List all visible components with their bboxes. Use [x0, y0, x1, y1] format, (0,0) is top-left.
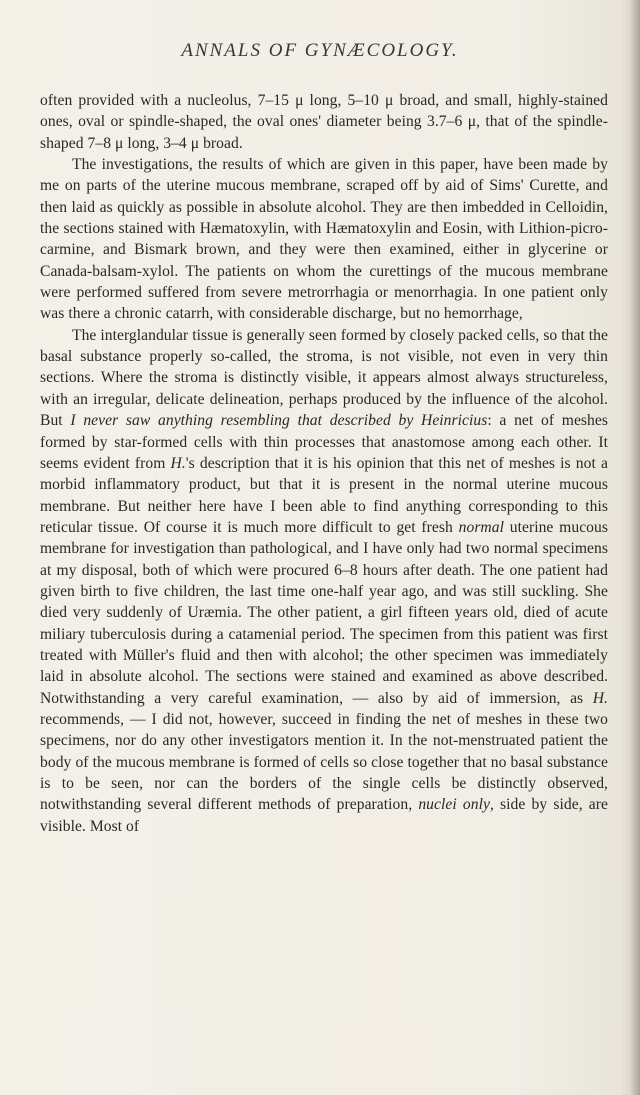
italic-run: H.	[170, 454, 186, 472]
text-run: : a net of meshes formed by star-formed cells with thin processes that anastomose among each other. It seems evident from	[40, 412, 608, 472]
text-run: The investigations, the results of which are given in this paper, have been made by me on parts of the uterine mucous membrane, scraped off by aid of Sims' Curette, and then laid as quickly as possible in absolute alcohol. They are then imbedded in Celloidin, the sections stained with Hæmatoxylin, with Hæmatoxylin and Eosin, with Lithion-picro-carmine, and Bismark brown, and they were then examined, either in glycerine or Canada-balsam-xylol. The patients on whom the curettings of the mucous membrane were performed suffered from severe metrorrhagia or menorrhagia. In one patient only was there a chronic catarrh, with considerable discharge, but no hemorrhage,	[40, 156, 608, 323]
italic-run: I never saw anything resembling that described by Heinricius	[70, 412, 488, 430]
page-edge-shadow	[630, 0, 640, 1095]
paragraph-1	[40, 90, 608, 154]
italic-run: nuclei only	[418, 796, 490, 814]
text-run: The interglandular tissue is generally seen formed by closely packed cells, so that the basal substance properly so-called, the stroma, is not visible, not even in very thin sections. Where the stroma is distinctly visible, it appears almost always structureless, with an irregular, delicate delineation, perhaps produced by the influence of the alcohol. But	[40, 326, 608, 430]
italic-run: H.	[592, 689, 608, 707]
italic-run: normal	[458, 518, 504, 536]
paragraph-2	[40, 154, 608, 325]
text-run: , side by side, are visible. Most of	[40, 796, 608, 835]
body-text	[40, 90, 608, 837]
paragraph-3	[40, 325, 608, 837]
text-run: recommends, — I did not, however, succeed in finding the net of meshes in these two specimens, nor do any other investigators mention it. In the not-menstruated patient the body of the mucous membrane is formed of cells so close together that no basal substance is to be seen, nor can the borders of the single cells be distinctly observed, notwithstanding several different methods of preparation,	[40, 710, 608, 814]
running-head: ANNALS OF GYNÆCOLOGY.	[181, 40, 459, 61]
text-run: 's description that it is his opinion that this net of meshes is not a morbid inflammatory product, but that it is present in the normal uterine mucous membrane. But neither here have I been able to find anything corresponding to this reticular tissue. Of course it is much more difficult to get fresh	[40, 454, 608, 536]
text-run: uterine mucous membrane for investigation than pathological, and I have only had two normal specimens at my disposal, both of which were procured 6–8 hours after death. The one patient had given birth to five children, the last time one-half year ago, and was still suckling. She died very suddenly of Uræmia. The other patient, a girl fifteen years old, died of acute miliary tuberculosis during a catamenial period. The specimen from this patient was first treated with Müller's fluid and then with alcohol; the other specimen was immediately laid in absolute alcohol. The sections were stained and examined as above described. Notwithstanding a very careful examination, — also by aid of immersion, as	[40, 518, 608, 707]
text-run: often provided with a nucleolus, 7–15 μ long, 5–10 μ broad, and small, highly-stained ones, oval or spindle-shaped, the oval ones' diameter being 3.7–6 μ, that of the spindle-shaped 7–8 μ long, 3–4 μ broad.	[40, 92, 608, 152]
